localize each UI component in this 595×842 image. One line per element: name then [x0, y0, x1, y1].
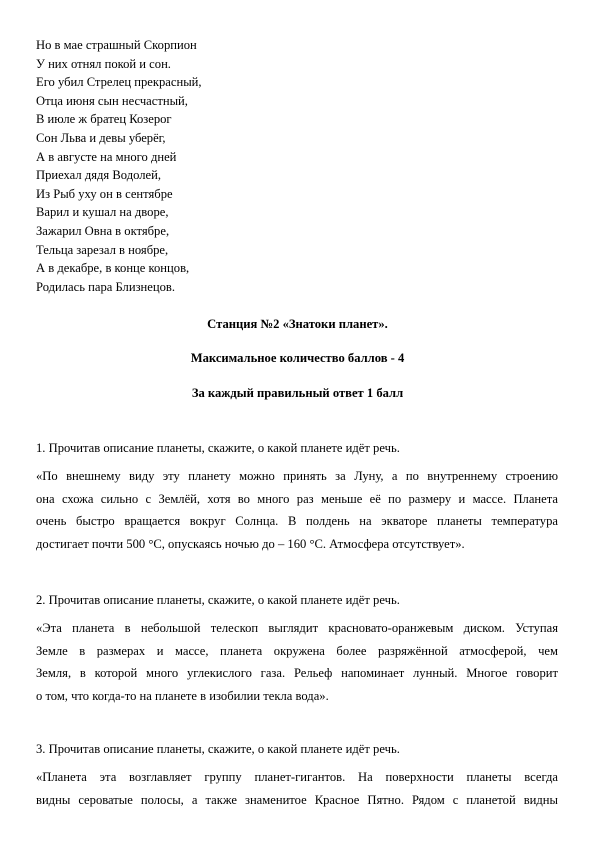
description-line: очень быстро вращается вокруг Солнца. В полдень на экваторе планеты температура [36, 514, 558, 529]
poem-line: А в августе на много дней [36, 149, 177, 164]
poem-line: Сон Льва и девы уберёг, [36, 130, 166, 145]
station-title: Станция №2 «Знатоки планет». [207, 317, 388, 331]
question-2-description [36, 617, 558, 707]
poem-line: Зажарил Овна в октябре, [36, 223, 170, 238]
description-line: о том, что когда-то на планете в изобилии текла вода». [36, 688, 329, 703]
description-line: видны сероватые полосы, а также знаменитое Красное Пятно. Рядом с планетой видны [36, 792, 558, 807]
description-line: она схожа сильно с Землёй, хотя во много раз меньше её по размеру и массе. Планета [36, 491, 558, 506]
poem-line: Варил и кушал на дворе, [36, 205, 169, 220]
poem-line: Из Рыб уху он в сентябре [36, 186, 173, 201]
poem-line: Родилась пара Близнецов. [36, 279, 176, 294]
question-1-prompt: 1. Прочитав описание планеты, скажите, о какой планете идёт речь. [36, 441, 400, 455]
poem-line: Тельца зарезал в ноябре, [36, 242, 169, 257]
description-line: достигает почти 500 °С, опускаясь ночью до – 160 °С. Атмосфера отсутствует». [36, 536, 465, 551]
question-1-description [36, 465, 558, 555]
description-line: Земле в размерах и массе, планета окружена более разряжённой атмосферой, чем [36, 643, 558, 658]
question-2-prompt: 2. Прочитав описание планеты, скажите, о какой планете идёт речь. [36, 593, 400, 607]
description-line: «По внешнему виду эту планету можно принять за Луну, а по внутреннему строению [36, 469, 558, 483]
description-line: Земля, в которой много углекислого газа. Рельеф напоминает лунный. Многое говорит [36, 666, 558, 681]
poem-line: У них отнял покой и сон. [36, 56, 171, 71]
question-3-prompt: 3. Прочитав описание планеты, скажите, о какой планете идёт речь. [36, 742, 400, 756]
poem-line: А в декабре, в конце концов, [36, 261, 190, 276]
poem-line: Его убил Стрелец прекрасный, [36, 75, 202, 90]
max-score-heading: Максимальное количество баллов - 4 [190, 351, 405, 365]
per-answer-heading: За каждый правильный ответ 1 балл [191, 386, 404, 400]
question-3-description [36, 766, 558, 811]
poem-line: Приехал дядя Водолей, [36, 168, 162, 183]
poem-line: В июле ж братец Козерог [36, 112, 172, 127]
poem [36, 36, 202, 296]
poem-line: Но в мае страшный Скорпион [36, 38, 197, 52]
description-line: «Эта планета в небольшой телескоп выглядит красновато-оранжевым диском. Уступая [36, 621, 558, 635]
poem-line: Отца июня сын несчастный, [36, 93, 188, 108]
description-line: «Планета эта возглавляет группу планет-гигантов. На поверхности планеты всегда [36, 770, 558, 784]
